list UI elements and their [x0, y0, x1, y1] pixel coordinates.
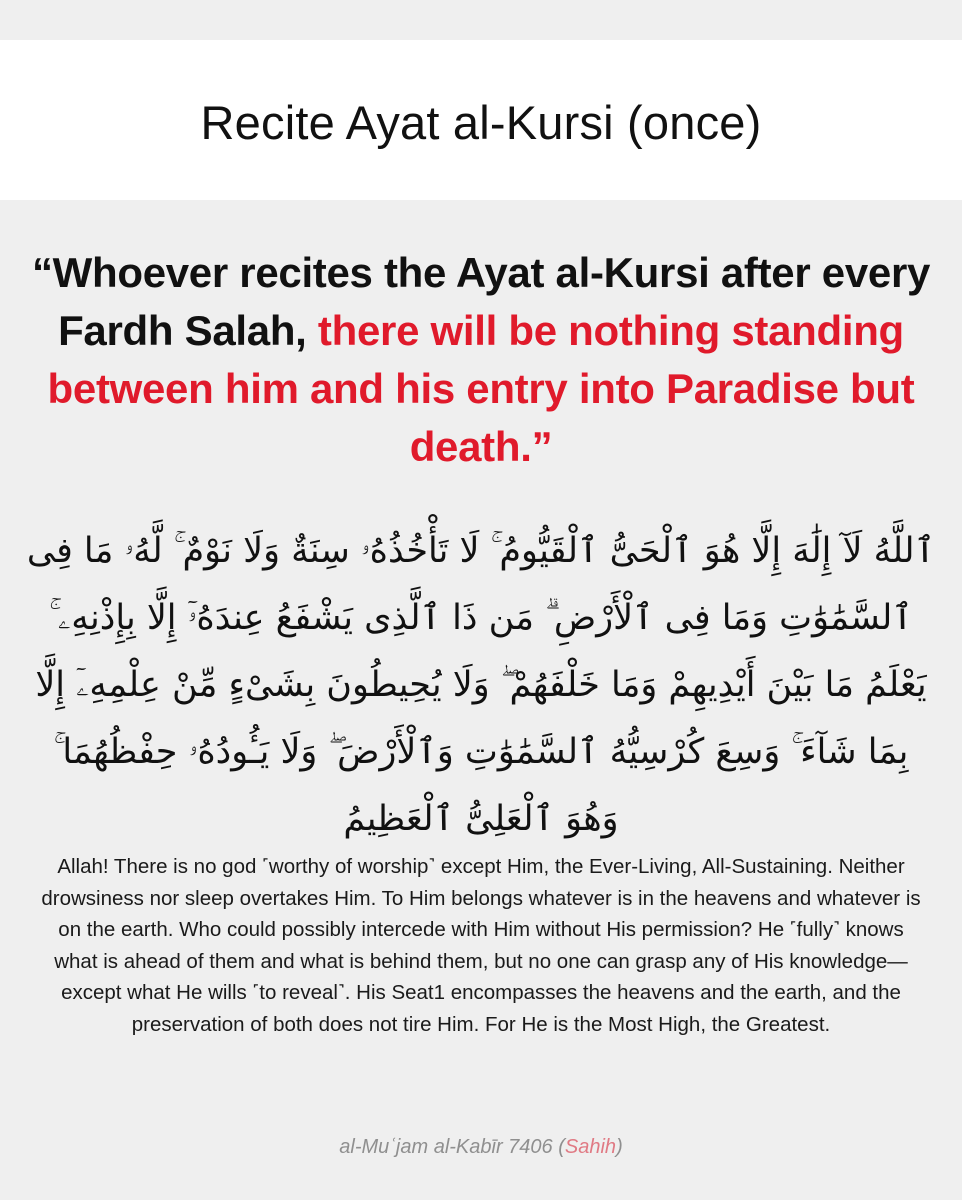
grade-close-paren: )	[616, 1136, 623, 1158]
source-grade: Sahih	[564, 1136, 617, 1158]
verse-translation: Allah! There is no god ˹worthy of worship˺ except Him, the Ever-Living, All-Sustaining. Neither drowsiness nor sleep overtakes Him. To Him belongs whatever is in the heavens and whatever is on the earth. Who could possibly intercede with Him without His permission? He ˹fully˺ knows what is ahead of them and what is behind them, but no one can grasp any of His knowledge—except what He wills ˹to reveal˺. His Seat1 encompasses the heavens and the earth, and the preservation of both does not tire Him. For He is the Most High, the Greatest.	[41, 855, 921, 1036]
hadith-quote	[20, 244, 942, 476]
hadith-text-black: “Whoever recites the Ayat al-Kursi after every Fardh Salah,	[31, 249, 931, 354]
source-reference: al-Muʿjam al-Kabīr 7406	[339, 1136, 553, 1158]
grade-open-paren: (	[558, 1136, 565, 1158]
top-strip	[0, 0, 962, 40]
page-title: Recite Ayat al-Kursi (once)	[200, 95, 762, 149]
header-banner	[0, 40, 962, 200]
source-citation	[0, 1136, 962, 1159]
hadith-text-red: there will be nothing standing between him and his entry into Paradise but death.”	[47, 307, 915, 470]
arabic-verse: ٱللَّهُ لَآ إِلَٰهَ إِلَّا هُوَ ٱلْحَىُّ ٱلْقَيُّومُ ۚ لَا تَأْخُذُهُۥ سِنَةٌ وَلَا نَوْمٌ ۚ لَّهُۥ مَا فِى ٱلسَّمَٰوَٰتِ وَمَا فِى ٱلْأَرْضِ ۗ مَن ذَا ٱلَّذِى يَشْفَعُ عِندَهُۥٓ إِلَّا بِإِذْنِهِۦ ۚ يَعْلَمُ مَا بَيْنَ أَيْدِيهِمْ وَمَا خَلْفَهُمْ ۖ وَلَا يُحِيطُونَ بِشَىْءٍ مِّنْ عِلْمِهِۦٓ إِلَّا بِمَا شَآءَ ۚ وَسِعَ كُرْسِيُّهُ ٱلسَّمَٰوَٰتِ وَٱلْأَرْضَ ۖ وَلَا يَـُٔودُهُۥ حِفْظُهُمَا ۚ وَهُوَ ٱلْعَلِىُّ ٱلْعَظِيمُ	[26, 531, 936, 839]
